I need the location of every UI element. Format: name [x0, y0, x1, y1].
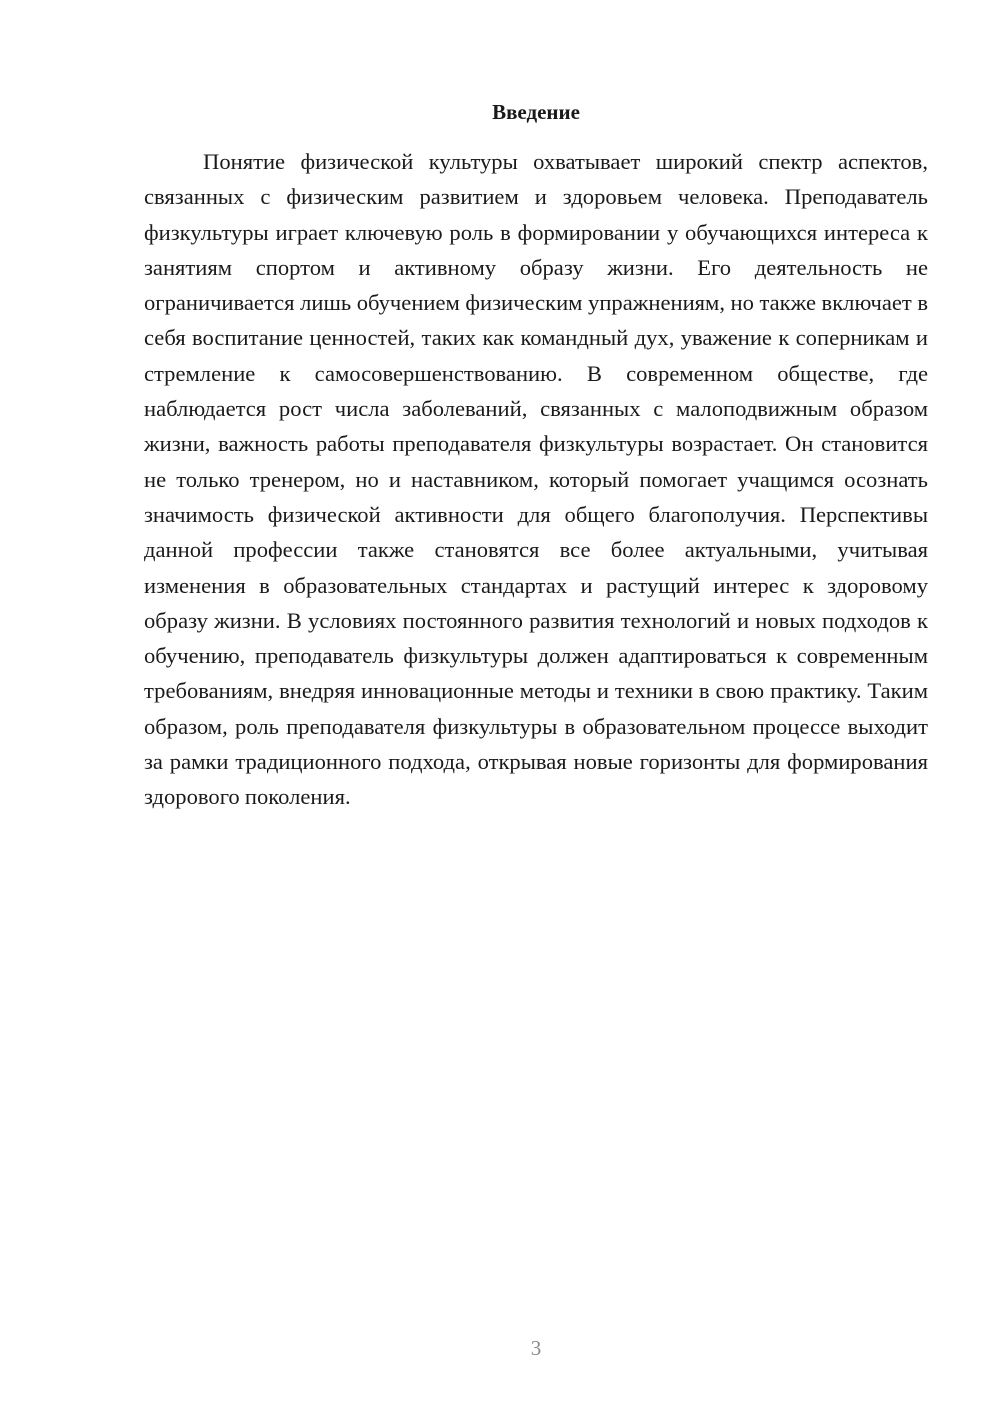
body-paragraph: Понятие физической культуры охватывает широкий спектр аспектов, связанных с физическим развитием и здоровьем человека. Преподаватель физкультуры играет ключевую роль в формировании у обучающихся интереса к занятиям спортом и активному образу жизни. Его деятельность не ограничивается лишь обучением физическим упражнениям, но также включает в себя воспитание ценностей, таких как командный дух, уважение к соперникам и стремление к самосовершенствованию. В современном обществе, где наблюдается рост числа заболеваний, связанных с малоподвижным образом жизни, важность работы преподавателя физкультуры возрастает. Он становится не только тренером, но и наставником, который помогает учащимся осознать значимость физической активности для общего благополучия. Перспективы данной профессии также становятся все более актуальными, учитывая изменения в образовательных стандартах и растущий интерес к здоровому образу жизни. В условиях постоянного развития технологий и новых подходов к обучению, преподаватель физкультуры должен адаптироваться к современным требованиям, внедряя инновационные методы и техники в свою практику. Таким образом, роль преподавателя физкультуры в образовательном процессе выходит за рамки традиционного подхода, открывая новые горизонты для формирования здорового поколения.	[144, 149, 928, 810]
page-number: 3	[530, 1336, 542, 1360]
section-heading: Введение	[492, 100, 580, 124]
